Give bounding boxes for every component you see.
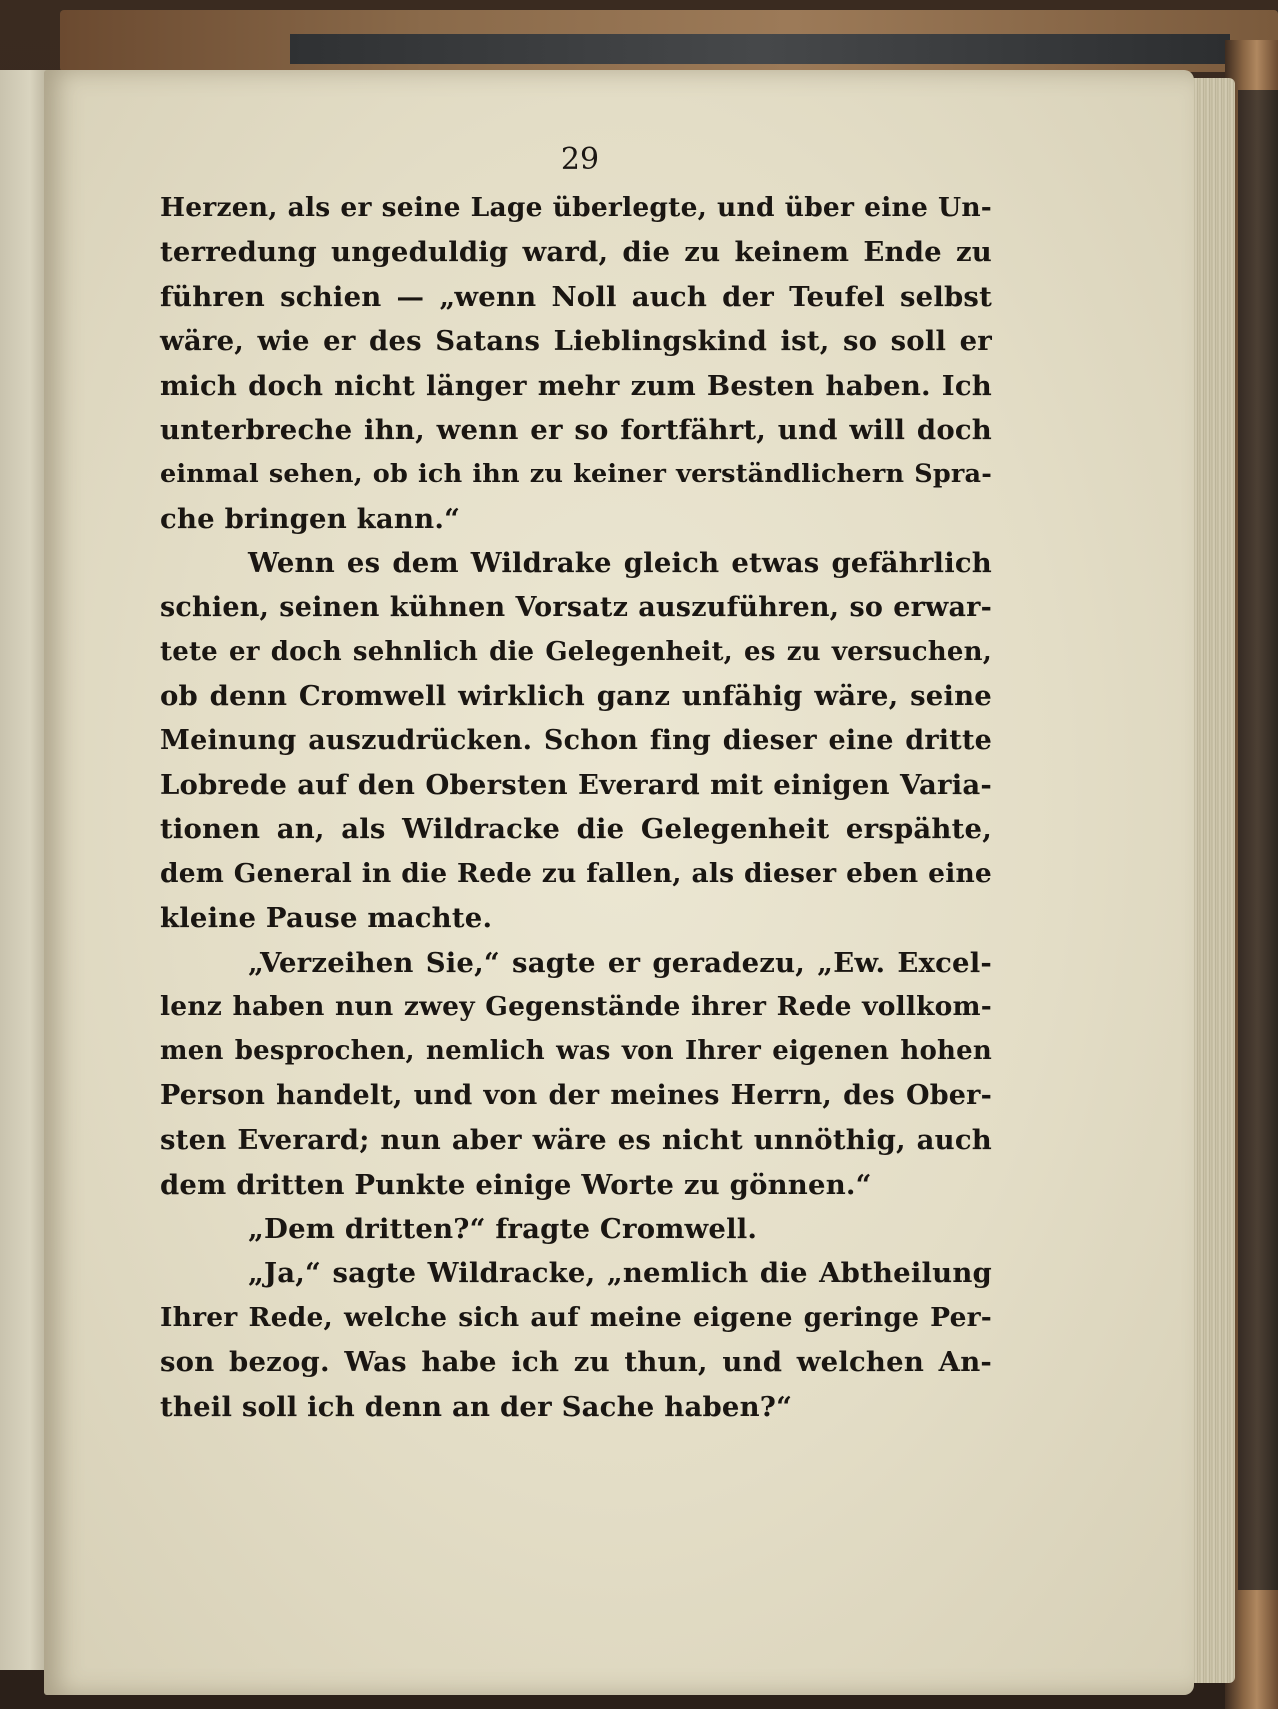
text-line: mich doch nicht länger mehr zum Besten haben. Ich (160, 369, 992, 402)
text-line: Herzen, als er seine Lage überlegte, und über eine Un- (160, 192, 992, 223)
text-line: ob denn Cromwell wirklich ganz unfähig wäre, seine (160, 680, 992, 713)
book-spine-shadow (1238, 90, 1278, 1590)
text-line: führen schien — „wenn Noll auch der Teufel selbst (160, 280, 992, 313)
text-line: „Ja,“ sagte Wildracke, „nemlich die Abtheilung (248, 1257, 992, 1290)
text-line: Person handelt, und von der meines Herrn, des Ober- (160, 1079, 992, 1111)
text-line: Wenn es dem Wildrake gleich etwas gefährlich (248, 547, 992, 580)
text-line: „Dem dritten?“ fragte Cromwell. (248, 1212, 758, 1245)
text-line: Ihrer Rede, welche sich auf meine eigene geringe Per- (160, 1301, 992, 1333)
text-line: einmal sehen, ob ich ihn zu keiner verständlichern Spra- (160, 459, 992, 490)
text-line: theil soll ich denn an der Sache haben?“ (160, 1390, 793, 1423)
text-line: wäre, wie er des Satans Lieblingskind ist, so soll er (160, 325, 992, 358)
text-line: dem dritten Punkte einige Worte zu gönnen.“ (160, 1168, 872, 1201)
text-line: Meinung auszudrücken. Schon fing dieser eine dritte (160, 724, 992, 756)
text-line: kleine Pause machte. (160, 902, 493, 935)
text-line: men besprochen, nemlich was von Ihrer eigenen hohen (160, 1036, 992, 1067)
text-line: son bezog. Was habe ich zu thun, und welchen An- (160, 1346, 992, 1379)
text-line: „Verzeihen Sie,“ sagte er geradezu, „Ew. Excel- (248, 946, 992, 979)
text-line: che bringen kann.“ (160, 502, 461, 535)
page-number: 29 (560, 142, 600, 177)
left-page-edge (0, 70, 50, 1670)
text-line: unterbreche ihn, wenn er so fortfährt, und will doch (160, 413, 992, 446)
text-line: Lobrede auf den Obersten Everard mit einigen Varia- (160, 769, 992, 802)
text-line: tionen an, als Wildracke die Gelegenheit erspähte, (160, 813, 992, 846)
text-line: schien, seinen kühnen Vorsatz auszuführen, so erwar- (160, 591, 992, 623)
text-line: terredung ungeduldig ward, die zu keinem Ende zu (160, 236, 992, 269)
text-line: lenz haben nun zwey Gegenstände ihrer Rede vollkom- (160, 991, 992, 1023)
page-text (160, 186, 992, 1429)
text-line: dem General in die Rede zu fallen, als dieser eben eine (160, 857, 992, 889)
text-line: sten Everard; nun aber wäre es nicht unnöthig, auch (160, 1124, 992, 1157)
text-line: tete er doch sehnlich die Gelegenheit, es zu versuchen, (160, 636, 992, 667)
book-binding (290, 34, 1230, 64)
